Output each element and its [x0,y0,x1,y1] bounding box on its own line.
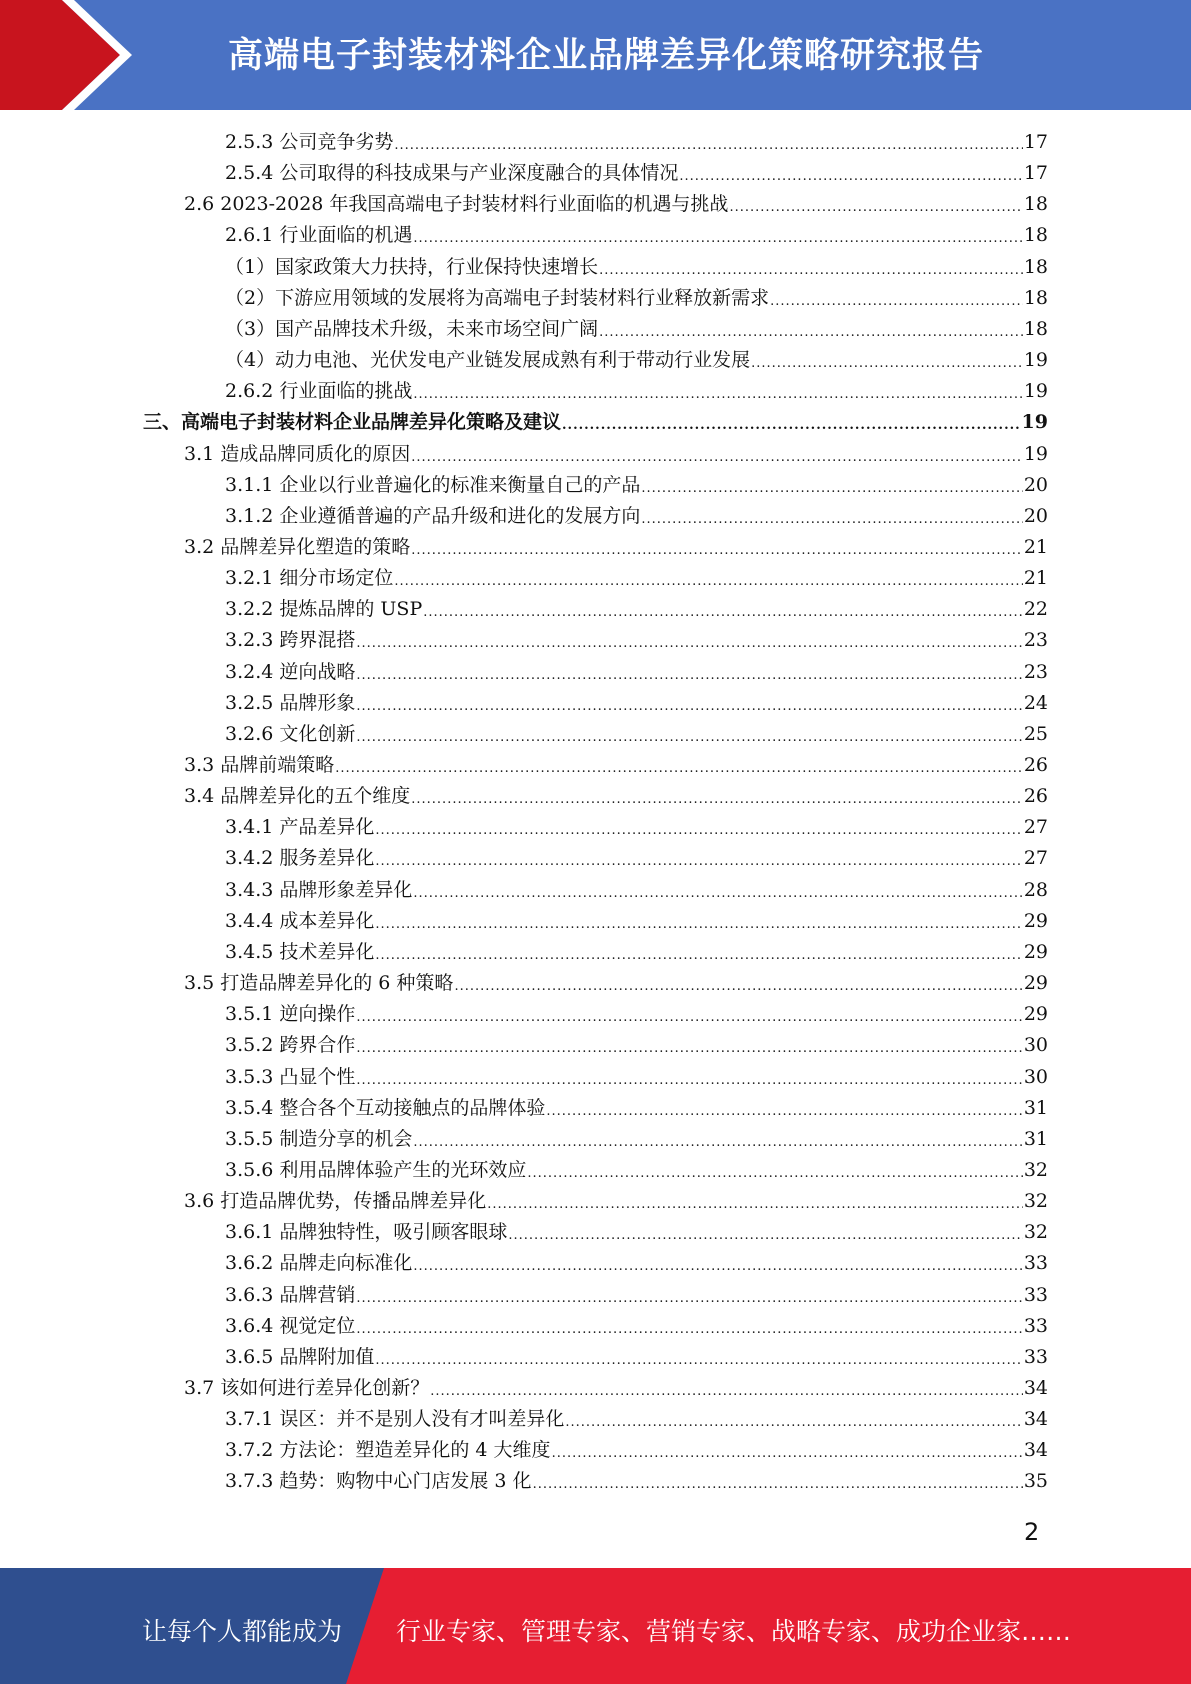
toc-leader-dots [375,946,1022,966]
toc-entry-page: 22 [1023,598,1048,621]
toc-leader-dots [546,1102,1022,1122]
toc-leader-dots [411,448,1023,468]
toc-leader-dots [413,385,1022,405]
toc-leader-dots [411,790,1023,810]
toc-entry-label: 3.7.3 趋势：购物中心门店发展 3 化 [225,1470,532,1493]
toc-entry-page: 33 [1023,1345,1048,1368]
toc-entry-label: （4）动力电池、光伏发电产业链发展成熟有利于带动行业发展 [225,349,751,372]
toc-entry-page: 28 [1023,878,1048,901]
toc-entry[interactable] [184,1187,1048,1215]
toc-entry-page: 30 [1023,1065,1048,1088]
toc-leader-dots [413,1133,1022,1153]
toc-entry[interactable] [184,751,1048,779]
toc-entry[interactable] [184,190,1048,218]
toc-entry[interactable] [225,1343,1048,1371]
toc-leader-dots [641,479,1022,499]
toc-leader-dots [508,1226,1022,1246]
toc-entry-page: 26 [1023,754,1048,776]
toc-entry[interactable] [225,284,1048,312]
toc-leader-dots [552,1444,1023,1464]
toc-entry-label: 2.6 2023-2028 年我国高端电子封装材料行业面临的机遇与挑战 [184,193,729,216]
toc-entry[interactable] [225,1094,1048,1122]
toc-entry-page: 18 [1023,286,1048,309]
toc-entry[interactable] [143,408,1048,436]
toc-entry-label: 3.7.1 误区：并不是别人没有才叫差异化 [225,1408,565,1431]
toc-entry-page: 34 [1023,1377,1048,1399]
toc-entry[interactable] [225,1249,1048,1277]
toc-leader-dots [356,1008,1022,1028]
toc-entry-page: 17 [1023,162,1048,185]
toc-entry[interactable] [225,595,1048,623]
toc-leader-dots [423,603,1023,623]
toc-entry[interactable] [225,907,1048,935]
toc-entry[interactable] [225,221,1048,249]
toc-entry-label: 2.6.1 行业面临的机遇 [225,224,413,247]
toc-entry[interactable] [225,315,1048,343]
toc-entry[interactable] [184,1374,1048,1402]
toc-entry[interactable] [225,1000,1048,1028]
toc-entry[interactable] [225,1156,1048,1184]
toc-entry-label: 3.2.2 提炼品牌的 USP [225,598,423,621]
toc-entry-page: 29 [1023,909,1048,932]
toc-entry-page: 18 [1023,224,1048,247]
toc-entry-label: 3.7 该如何进行差异化创新？ [184,1377,430,1399]
toc-entry-page: 33 [1023,1283,1048,1306]
toc-entry-label: 3.6.1 品牌独特性，吸引顾客眼球 [225,1221,508,1244]
toc-leader-dots [454,977,1022,997]
toc-entry-label: 3.1 造成品牌同质化的原因 [184,442,411,465]
toc-leader-dots [641,510,1022,530]
toc-entry-label: 3.1.1 企业以行业普遍化的标准来衡量自己的产品 [225,473,641,496]
toc-entry-label: 3.4 品牌差异化的五个维度 [184,785,411,808]
toc-leader-dots [375,852,1022,872]
toc-entry-label: 3.2.4 逆向战略 [225,660,356,683]
toc-entry[interactable] [225,876,1048,904]
toc-entry-label: 3.1.2 企业遵循普遍的产品升级和进化的发展方向 [225,504,641,527]
toc-entry-label: 三、高端电子封装材料企业品牌差异化策略及建议 [143,411,562,434]
toc-entry-label: （3）国产品牌技术升级，未来市场空间广阔 [225,317,599,340]
toc-entry-label: 2.5.3 公司竞争劣势 [225,131,394,153]
toc-leader-dots [599,261,1023,281]
toc-entry-page: 18 [1023,193,1048,216]
toc-entry-page: 31 [1023,1096,1048,1119]
toc-entry[interactable] [225,1125,1048,1153]
toc-leader-dots [565,1413,1022,1433]
page-number: 2 [1024,1518,1040,1546]
toc-entry-page: 33 [1023,1252,1048,1275]
toc-entry-label: 3.2.1 细分市场定位 [225,567,394,590]
toc-entry-page: 19 [1023,442,1048,465]
toc-entry-label: 3.6.3 品牌营销 [225,1283,356,1306]
toc-leader-dots [770,292,1023,312]
toc-entry[interactable] [225,1031,1048,1059]
toc-leader-dots [533,1475,1023,1495]
toc-entry-label: 3.5.5 制造分享的机会 [225,1127,413,1150]
toc-entry-label: 3.5 打造品牌差异化的 6 种策略 [184,972,454,995]
toc-entry[interactable] [225,128,1048,156]
toc-entry-page: 34 [1023,1439,1048,1462]
toc-entry-page: 20 [1023,504,1048,527]
toc-entry-page: 18 [1023,255,1048,278]
toc-entry-page: 27 [1023,847,1048,870]
toc-leader-dots [356,666,1022,686]
toc-entry-label: 3.6 打造品牌优势，传播品牌差异化 [184,1190,487,1213]
toc-leader-dots [599,323,1023,343]
toc-leader-dots [729,198,1022,218]
toc-entry[interactable] [225,1281,1048,1309]
toc-entry-label: 3.5.4 整合各个互动接触点的品牌体验 [225,1096,546,1119]
toc-leader-dots [356,1289,1022,1309]
toc-entry-page: 32 [1023,1158,1048,1181]
page-footer [0,1568,1191,1684]
toc-entry-page: 26 [1023,785,1048,808]
toc-entry[interactable] [225,844,1048,872]
toc-entry-label: 3.4.1 产品差异化 [225,816,375,839]
toc-entry[interactable] [225,689,1048,717]
toc-leader-dots [527,1164,1022,1184]
toc-entry-page: 34 [1023,1408,1048,1431]
toc-leader-dots [562,416,1021,436]
toc-entry-label: 3.6.5 品牌附加值 [225,1345,375,1368]
report-title: 高端电子封装材料企业品牌差异化策略研究报告 [228,36,985,76]
page-header [0,0,1191,110]
toc-entry[interactable] [225,564,1048,592]
toc-entry-label: 3.2.6 文化创新 [225,722,356,745]
toc-entry-label: 3.5.6 利用品牌体验产生的光环效应 [225,1158,527,1181]
toc-leader-dots [356,634,1022,654]
toc-entry[interactable] [225,1405,1048,1433]
toc-leader-dots [356,1039,1022,1059]
toc-entry[interactable] [184,440,1048,468]
toc-entry-page: 23 [1023,629,1048,652]
toc-entry-page: 35 [1023,1470,1048,1493]
toc-leader-dots [356,1071,1022,1091]
toc-entry-label: 3.4.3 品牌形象差异化 [225,878,413,901]
toc-entry[interactable] [225,1467,1048,1495]
toc-entry-page: 27 [1023,816,1048,839]
toc-entry-page: 25 [1023,722,1048,745]
toc-entry-label: 2.6.2 行业面临的挑战 [225,380,413,403]
toc-entry[interactable] [225,502,1048,530]
toc-entry-page: 32 [1023,1190,1048,1213]
toc-entry-page: 19 [1023,349,1048,372]
toc-entry-label: 3.5.2 跨界合作 [225,1034,356,1057]
toc-entry[interactable] [225,1218,1048,1246]
toc-leader-dots [375,915,1022,935]
toc-leader-dots [335,759,1023,779]
toc-entry-label: 3.5.1 逆向操作 [225,1003,356,1026]
toc-entry-label: 3.7.2 方法论：塑造差异化的 4 大维度 [225,1439,551,1462]
toc-entry-page: 19 [1021,411,1048,434]
toc-entry-page: 19 [1023,380,1048,403]
toc-leader-dots [430,1382,1023,1402]
toc-entry-page: 17 [1023,131,1048,153]
toc-entry-page: 21 [1023,567,1048,590]
toc-entry-page: 29 [1023,940,1048,963]
toc-entry[interactable] [184,782,1048,810]
toc-entry-page: 30 [1023,1034,1048,1057]
toc-entry-label: （1）国家政策大力扶持，行业保持快速增长 [225,255,599,278]
toc-entry-page: 20 [1023,473,1048,496]
toc-entry-label: 3.2.3 跨界混搭 [225,629,356,652]
toc-entry-page: 24 [1023,691,1048,714]
toc-entry-label: （2）下游应用领域的发展将为高端电子封装材料行业释放新需求 [225,286,770,309]
toc-entry-label: 3.3 品牌前端策略 [184,754,335,776]
toc-entry-page: 29 [1023,1003,1048,1026]
toc-entry-page: 33 [1023,1314,1048,1337]
toc-leader-dots [413,884,1022,904]
toc-entry-page: 21 [1023,535,1048,558]
toc-entry[interactable] [225,1063,1048,1091]
toc-entry[interactable] [184,969,1048,997]
toc-entry-page: 23 [1023,660,1048,683]
toc-leader-dots [751,354,1023,374]
toc-entry-page: 29 [1023,972,1048,995]
toc-entry[interactable] [225,1312,1048,1340]
footer-slogan-left: 让每个人都能成为 [142,1617,343,1646]
toc-entry-label: 3.4.2 服务差异化 [225,847,375,870]
toc-leader-dots [411,541,1023,561]
toc-entry-label: 3.4.5 技术差异化 [225,940,375,963]
toc-entry[interactable] [225,253,1048,281]
toc-entry-label: 3.2.5 品牌形象 [225,691,356,714]
footer-slogan-right: 行业专家、管理专家、营销专家、战略专家、成功企业家…… [396,1617,1072,1646]
toc-leader-dots [413,1257,1022,1277]
toc-entry-page: 32 [1023,1221,1048,1244]
toc-entry-label: 3.5.3 凸显个性 [225,1065,356,1088]
toc-entry[interactable] [225,626,1048,654]
toc-entry-label: 3.6.4 视觉定位 [225,1314,356,1337]
toc-entry-page: 31 [1023,1127,1048,1150]
toc-entry-label: 2.5.4 公司取得的科技成果与产业深度融合的具体情况 [225,162,679,185]
toc-entry[interactable] [225,377,1048,405]
toc-entry-page: 18 [1023,317,1048,340]
toc-leader-dots [375,1351,1022,1371]
toc-leader-dots [679,167,1022,187]
toc-leader-dots [356,697,1022,717]
toc-entry-label: 3.2 品牌差异化塑造的策略 [184,535,411,558]
toc-entry[interactable] [225,159,1048,187]
toc-leader-dots [356,728,1022,748]
toc-entry-label: 3.6.2 品牌走向标准化 [225,1252,413,1275]
toc-leader-dots [394,572,1022,592]
toc-leader-dots [413,229,1022,249]
toc-entry[interactable] [225,1436,1048,1464]
toc-entry[interactable] [225,938,1048,966]
toc-leader-dots [375,821,1022,841]
toc-leader-dots [487,1195,1023,1215]
toc-entry[interactable] [225,720,1048,748]
toc-entry[interactable] [225,471,1048,499]
toc-entry[interactable] [225,813,1048,841]
toc-entry-label: 3.4.4 成本差异化 [225,909,375,932]
toc-entry[interactable] [184,533,1048,561]
toc-leader-dots [356,1320,1022,1340]
toc-entry[interactable] [225,658,1048,686]
toc-leader-dots [394,136,1022,156]
toc-entry[interactable] [225,346,1048,374]
